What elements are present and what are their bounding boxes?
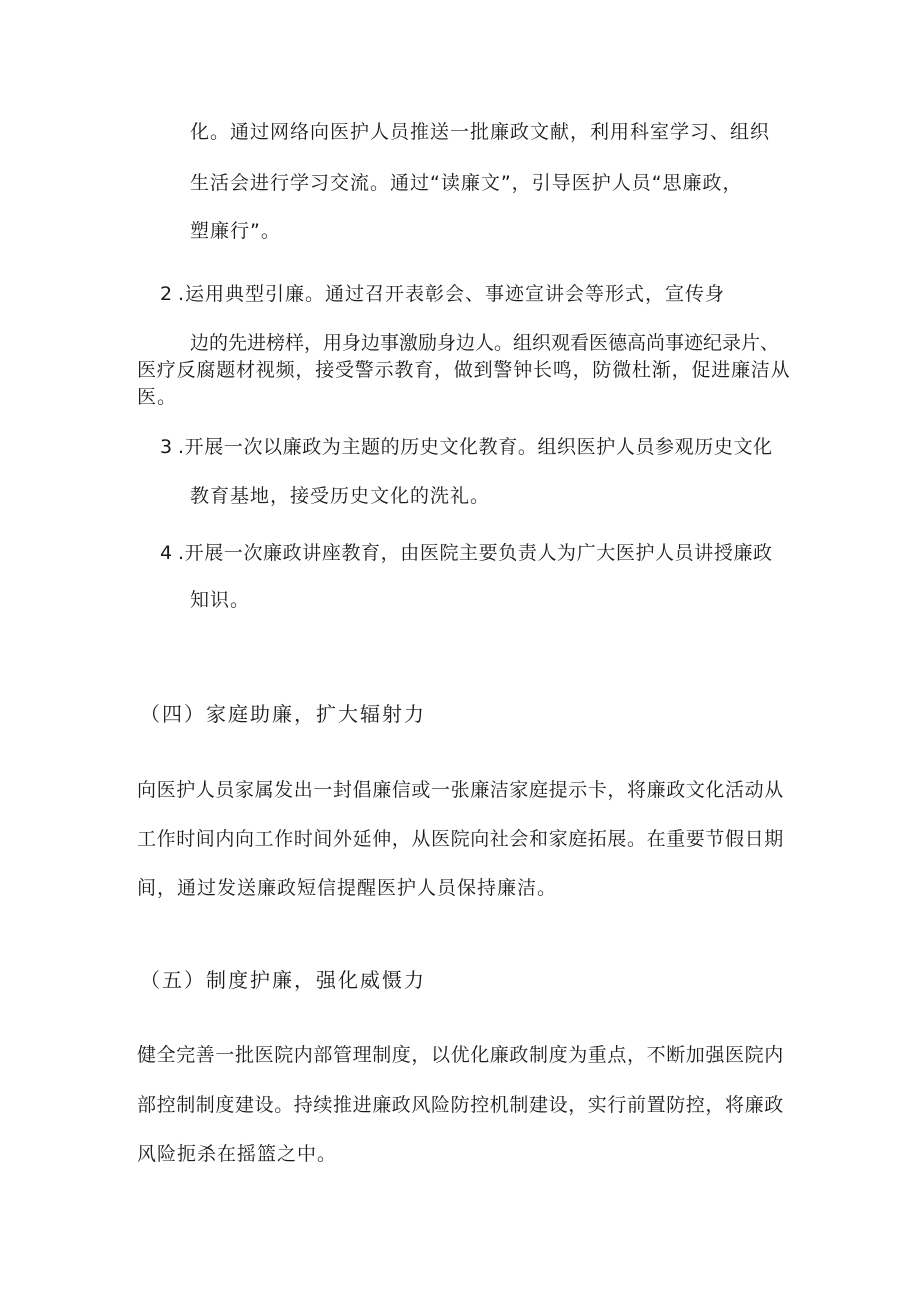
section-heading: （四）家庭助廉，扩大辐射力: [140, 702, 426, 726]
list-item-text: .开展一次以廉政为主题的历史文化教育。组织医护人员参观历史文化: [178, 436, 773, 458]
paragraph-line: 部控制制度建设。持续推进廉政风险防控机制建设，实行前置防控，将廉政: [137, 1094, 784, 1116]
paragraph-line: 教育基地，接受历史文化的洗礼。: [190, 485, 491, 507]
paragraph-line: 知识。: [190, 589, 251, 611]
paragraph-line: 塑廉行”。: [190, 220, 281, 242]
paragraph-line: 化。通过网络向医护人员推送一批廉政文献，利用科室学习、组织: [190, 121, 771, 143]
paragraph-line: 生活会进行学习交流。通过“读廉文”，引导医护人员“思廉政，: [190, 172, 743, 194]
list-item-text: .开展一次廉政讲座教育，由医院主要负责人为广大医护人员讲授廉政: [178, 542, 773, 564]
list-item-text: .运用典型引廉。通过召开表彰会、事迹宣讲会等形式，宣传身: [178, 283, 726, 305]
paragraph-line: 医疗反腐题材视频，接受警示教育，做到警钟长鸣，防微杜渐，促进廉洁从: [137, 359, 791, 381]
paragraph-line: 健全完善一批医院内部管理制度，以优化廉政制度为重点，不断加强医院内: [137, 1044, 784, 1066]
paragraph-line: 边的先进榜样，用身边事激励身边人。组织观看医德高尚事迹纪录片、: [190, 332, 780, 354]
paragraph-line: 工作时间内向工作时间外延伸，从医院向社会和家庭拓展。在重要节假日期: [137, 828, 784, 850]
paragraph-line: 间，通过发送廉政短信提醒医护人员保持廉洁。: [137, 877, 558, 899]
paragraph-line: 风险扼杀在摇篮之中。: [137, 1143, 338, 1165]
list-item-number: 3: [160, 436, 174, 458]
paragraph-line: 向医护人员家属发出一封倡廉信或一张廉洁家庭提示卡，将廉政文化活动从: [137, 779, 784, 801]
list-item-number: 4: [160, 542, 174, 564]
paragraph-line: 医。: [137, 386, 178, 408]
section-heading: （五）制度护廉，强化威慑力: [140, 968, 426, 992]
list-item-number: 2: [160, 283, 174, 305]
